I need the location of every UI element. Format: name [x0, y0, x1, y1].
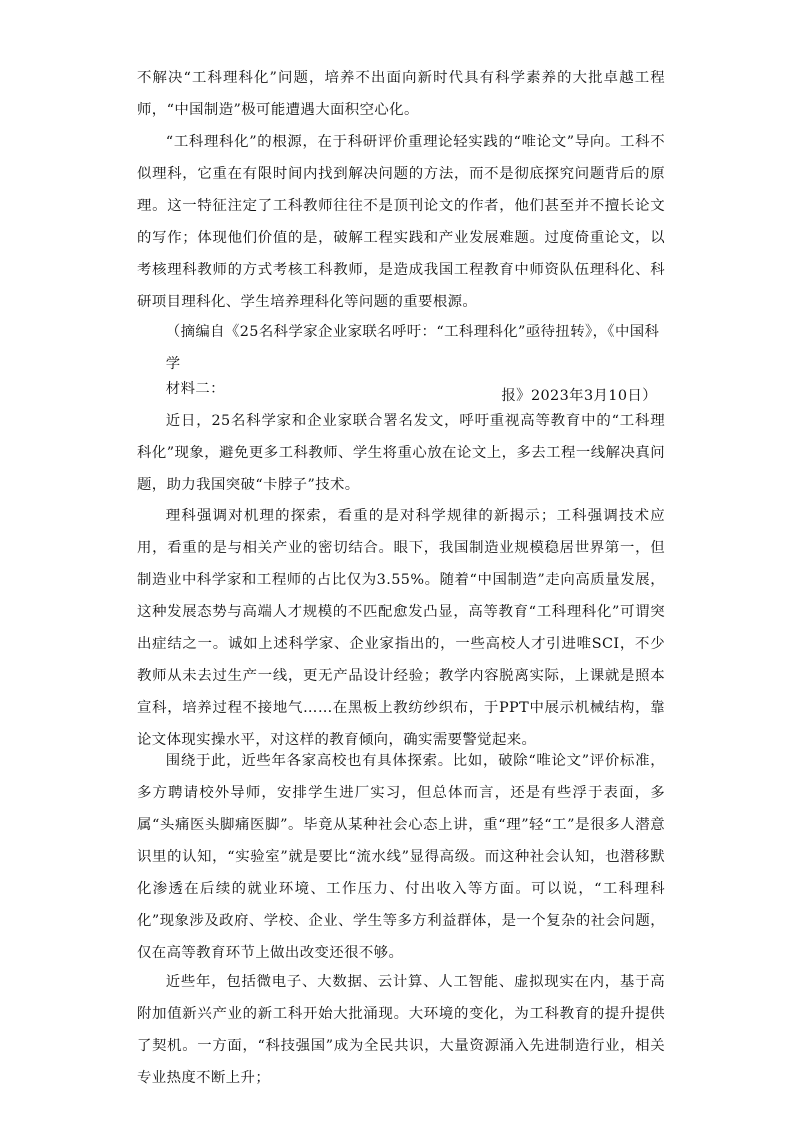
citation-line-1: （摘编自《25名科学家企业家联名呼吁：“工科理科化”亟待扭转》，《中国科学: [165, 324, 660, 372]
paragraph-material-3: 围绕于此，近些年各家高校也有具体探索。比如，破除“唯论文”评价标准，多方聘请校外导师，安排学生进厂实习，但总体而言，还是有些浮于表面，多属“头痛医头脚痛医脚”。毕竟从某种社会心态上讲，重“理”轻“工”是很多人潜意识里的认知，“实验室”就是要比“流水线”显得高级。而这种社会认知，也潜移默化渗透在后续的就业环境、工作压力、付出收入等方面。可以说，“工科理科化”现象涉及政府、学校、企业、学生等多方利益群体，是一个复杂的社会问题，仅在高等教育环节上做出改变还很不够。: [137, 753, 665, 961]
material-two-heading: 材料二：: [165, 381, 225, 397]
paragraph-material-4: 近些年，包括微电子、大数据、云计算、人工智能、虚拟现实在内，基于高附加值新兴产业的新工科开始大批涌现。大环境的变化，为工科教育的提升提供了契机。一方面，“科技强国”成为全民共识，大量资源涌入先进制造行业，相关专业热度不断上升；: [137, 974, 665, 1086]
citation-line-2: 报》2023年3月10日）: [501, 388, 657, 404]
paragraph-intro: 不解决“工科理科化”问题，培养不出面向新时代具有科学素养的大批卓越工程师，“中国制造”极可能遭遇大面积空心化。: [137, 70, 665, 118]
paragraph-root-cause: “工科理科化”的根源，在于科研评价重理论轻实践的“唯论文”导向。工科不似理科，它重在有限时间内找到解决问题的方法，而不是彻底探究问题背后的原理。这一特征注定了工科教师往往不是顶刊论文的作者，他们甚至并不擅长论文的写作；体现他们价值的是，破解工程实践和产业发展难题。过度倚重论文，以考核理科教师的方式考核工科教师，是造成我国工程教育中师资队伍理科化、科研项目理科化、学生培养理科化等问题的重要根源。: [137, 134, 665, 310]
paragraph-material-1: 近日，25名科学家和企业家联合署名发文，呼吁重视高等教育中的“工科理科化”现象，避免更多工科教师、学生将重心放在论文上，多去工程一线解决真问题，助力我国突破“卡脖子”技术。: [137, 413, 665, 493]
paragraph-material-2: 理科强调对机理的探索，看重的是对科学规律的新揭示；工科强调技术应用，看重的是与相关产业的密切结合。眼下，我国制造业规模稳居世界第一，但制造业中科学家和工程师的占比仅为3.55%。随着“中国制造”走向高质量发展，这种发展态势与高端人才规模的不匹配愈发凸显，高等教育“工科理科化”可谓突出症结之一。诚如上述科学家、企业家指出的，一些高校人才引进唯SCI，不少教师从未去过生产一线，更无产品设计经验；教学内容脱离实际，上课就是照本宣科，培养过程不接地气……在黑板上教纺纱织布，于PPT中展示机械结构，靠论文体现实操水平，对这样的教育倾向，确实需要警觉起来。: [137, 508, 665, 748]
